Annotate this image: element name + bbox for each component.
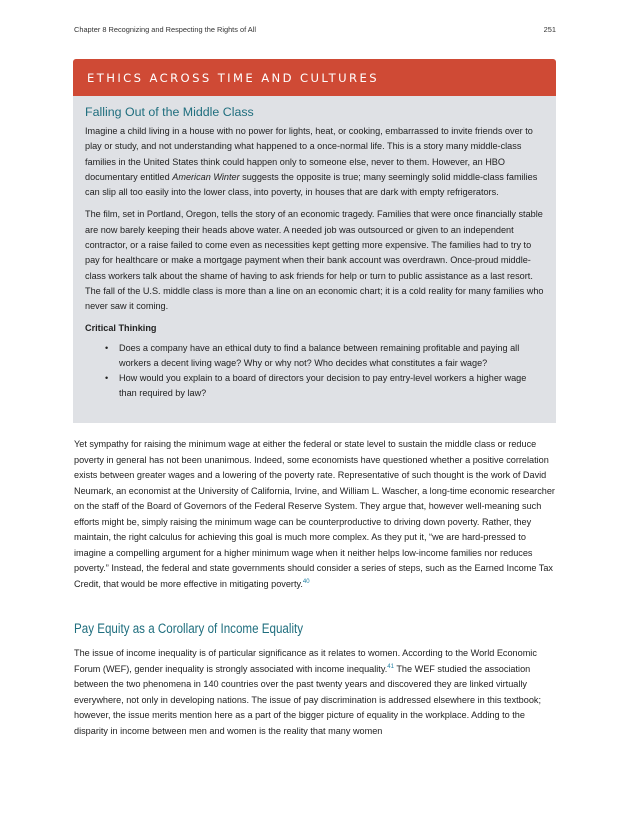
page-number: 251 — [543, 25, 556, 34]
feature-paragraph-1 — [85, 124, 545, 200]
bullet-icon: • — [105, 342, 109, 353]
chapter-title: Chapter 8 Recognizing and Respecting the Rights of All — [74, 25, 257, 34]
running-head — [74, 25, 556, 34]
feature-body — [73, 96, 556, 402]
body-p1-text: Yet sympathy for raising the minimum wage at either the federal or state level to sustain the middle class or reduce poverty in general has not been unanimous. Indeed, some economists have questioned whether a positive correlation exists between greater wages and a lowering of the poverty rate. Representative of such thought is the work of David Neumark, an economist at the University of California, Irvine, and William L. Wascher, a long-time economic researcher on the staff of the Board of Governors of the Federal Reserve System. They argue that, however well-meaning such efforts might be, simply raising the minimum wage can be counterproductive to driving down poverty. Rather, they maintain, the right calculus for achieving this goal is much more complex. As they put it, “we are hard-pressed to imagine a compelling argument for a higher minimum wage when it neither helps low-income families nor reduces poverty.” Instead, the federal and state governments should consider a series of steps, such as the Earned Income Tax Credit, that would be more effective in mitigating poverty. — [74, 439, 555, 589]
body-paragraph-2 — [74, 646, 558, 739]
feature-paragraph-2: The film, set in Portland, Oregon, tells the story of an economic tragedy. Families that were once financially stable are now barely keeping their heads above water. A needed job was outsourced or given to an independent contractor, or a raise failed to come even as necessities kept getting more expensive. The families had to try to pay for healthcare or make a mortgage payment when their bank account was overdrawn. Once-proud middle-class workers talk about the shame of having to ask friends for help or turn to public assistance as a last resort. The fall of the U.S. middle class is more than a line on an economic chart; it is a cold reality for many families who never saw it coming. — [85, 209, 544, 312]
body-text-2 — [74, 646, 558, 746]
body-p2-end: The WEF studied the association between the two phenomena in 140 countries over the past twenty years and discovered they are linked virtually everywhere, not only in developing nations. The issue of pay discrimination is addressed elsewhere in this textbook; however, the issue merits mention here as a part of the bigger picture of equality in the workplace. Adding to the disparity in income between men and women is the reality that many women — [74, 663, 541, 736]
feature-p1-start: Imagine a child living in a house with no power for lights, heat, or cooking, embarrassed to invite friends over to play or study, and not understanding what happened to a once-normal life. This is a story many middle-class families in the United States think could happen only to someone else, never to them. However, an HBO documentary entitled — [85, 126, 533, 182]
body-paragraph-1 — [74, 437, 558, 592]
ethics-feature-box — [73, 59, 556, 423]
documentary-title: American Winter — [172, 171, 240, 182]
feature-p1-end: suggests the opposite is true; many seemingly solid middle-class families can slip all too easily into the lower class, into poverty, in houses that are dark with empty refrigerators. — [85, 171, 538, 198]
feature-title: Falling Out of the Middle Class — [85, 105, 254, 119]
bullet-icon: • — [105, 373, 109, 384]
question-text: Does a company have an ethical duty to find a balance between remaining profitable and paying all workers a decent living wage? Why or why not? Who decides what constitutes a fair wage? — [119, 342, 520, 368]
footnote-link-41[interactable]: 41 — [387, 663, 394, 670]
body-text-1 — [74, 437, 558, 599]
critical-thinking-heading: Critical Thinking — [85, 322, 157, 333]
section-heading: Pay Equity as a Corollary of Income Equality — [74, 621, 304, 636]
critical-thinking-list — [85, 341, 545, 402]
list-item — [105, 341, 545, 372]
question-text: How would you explain to a board of directors your decision to pay entry-level workers a higher wage than required by law? — [119, 373, 527, 399]
feature-banner — [73, 59, 556, 96]
feature-banner-label: ETHICS ACROSS TIME AND CULTURES — [87, 70, 379, 85]
list-item — [105, 371, 545, 402]
body-p2-start: The issue of income inequality is of particular significance as it relates to women. According to the World Economic Forum (WEF), gender inequality is strongly associated with income inequality. — [74, 648, 537, 674]
footnote-link-40[interactable]: 40 — [302, 578, 310, 585]
